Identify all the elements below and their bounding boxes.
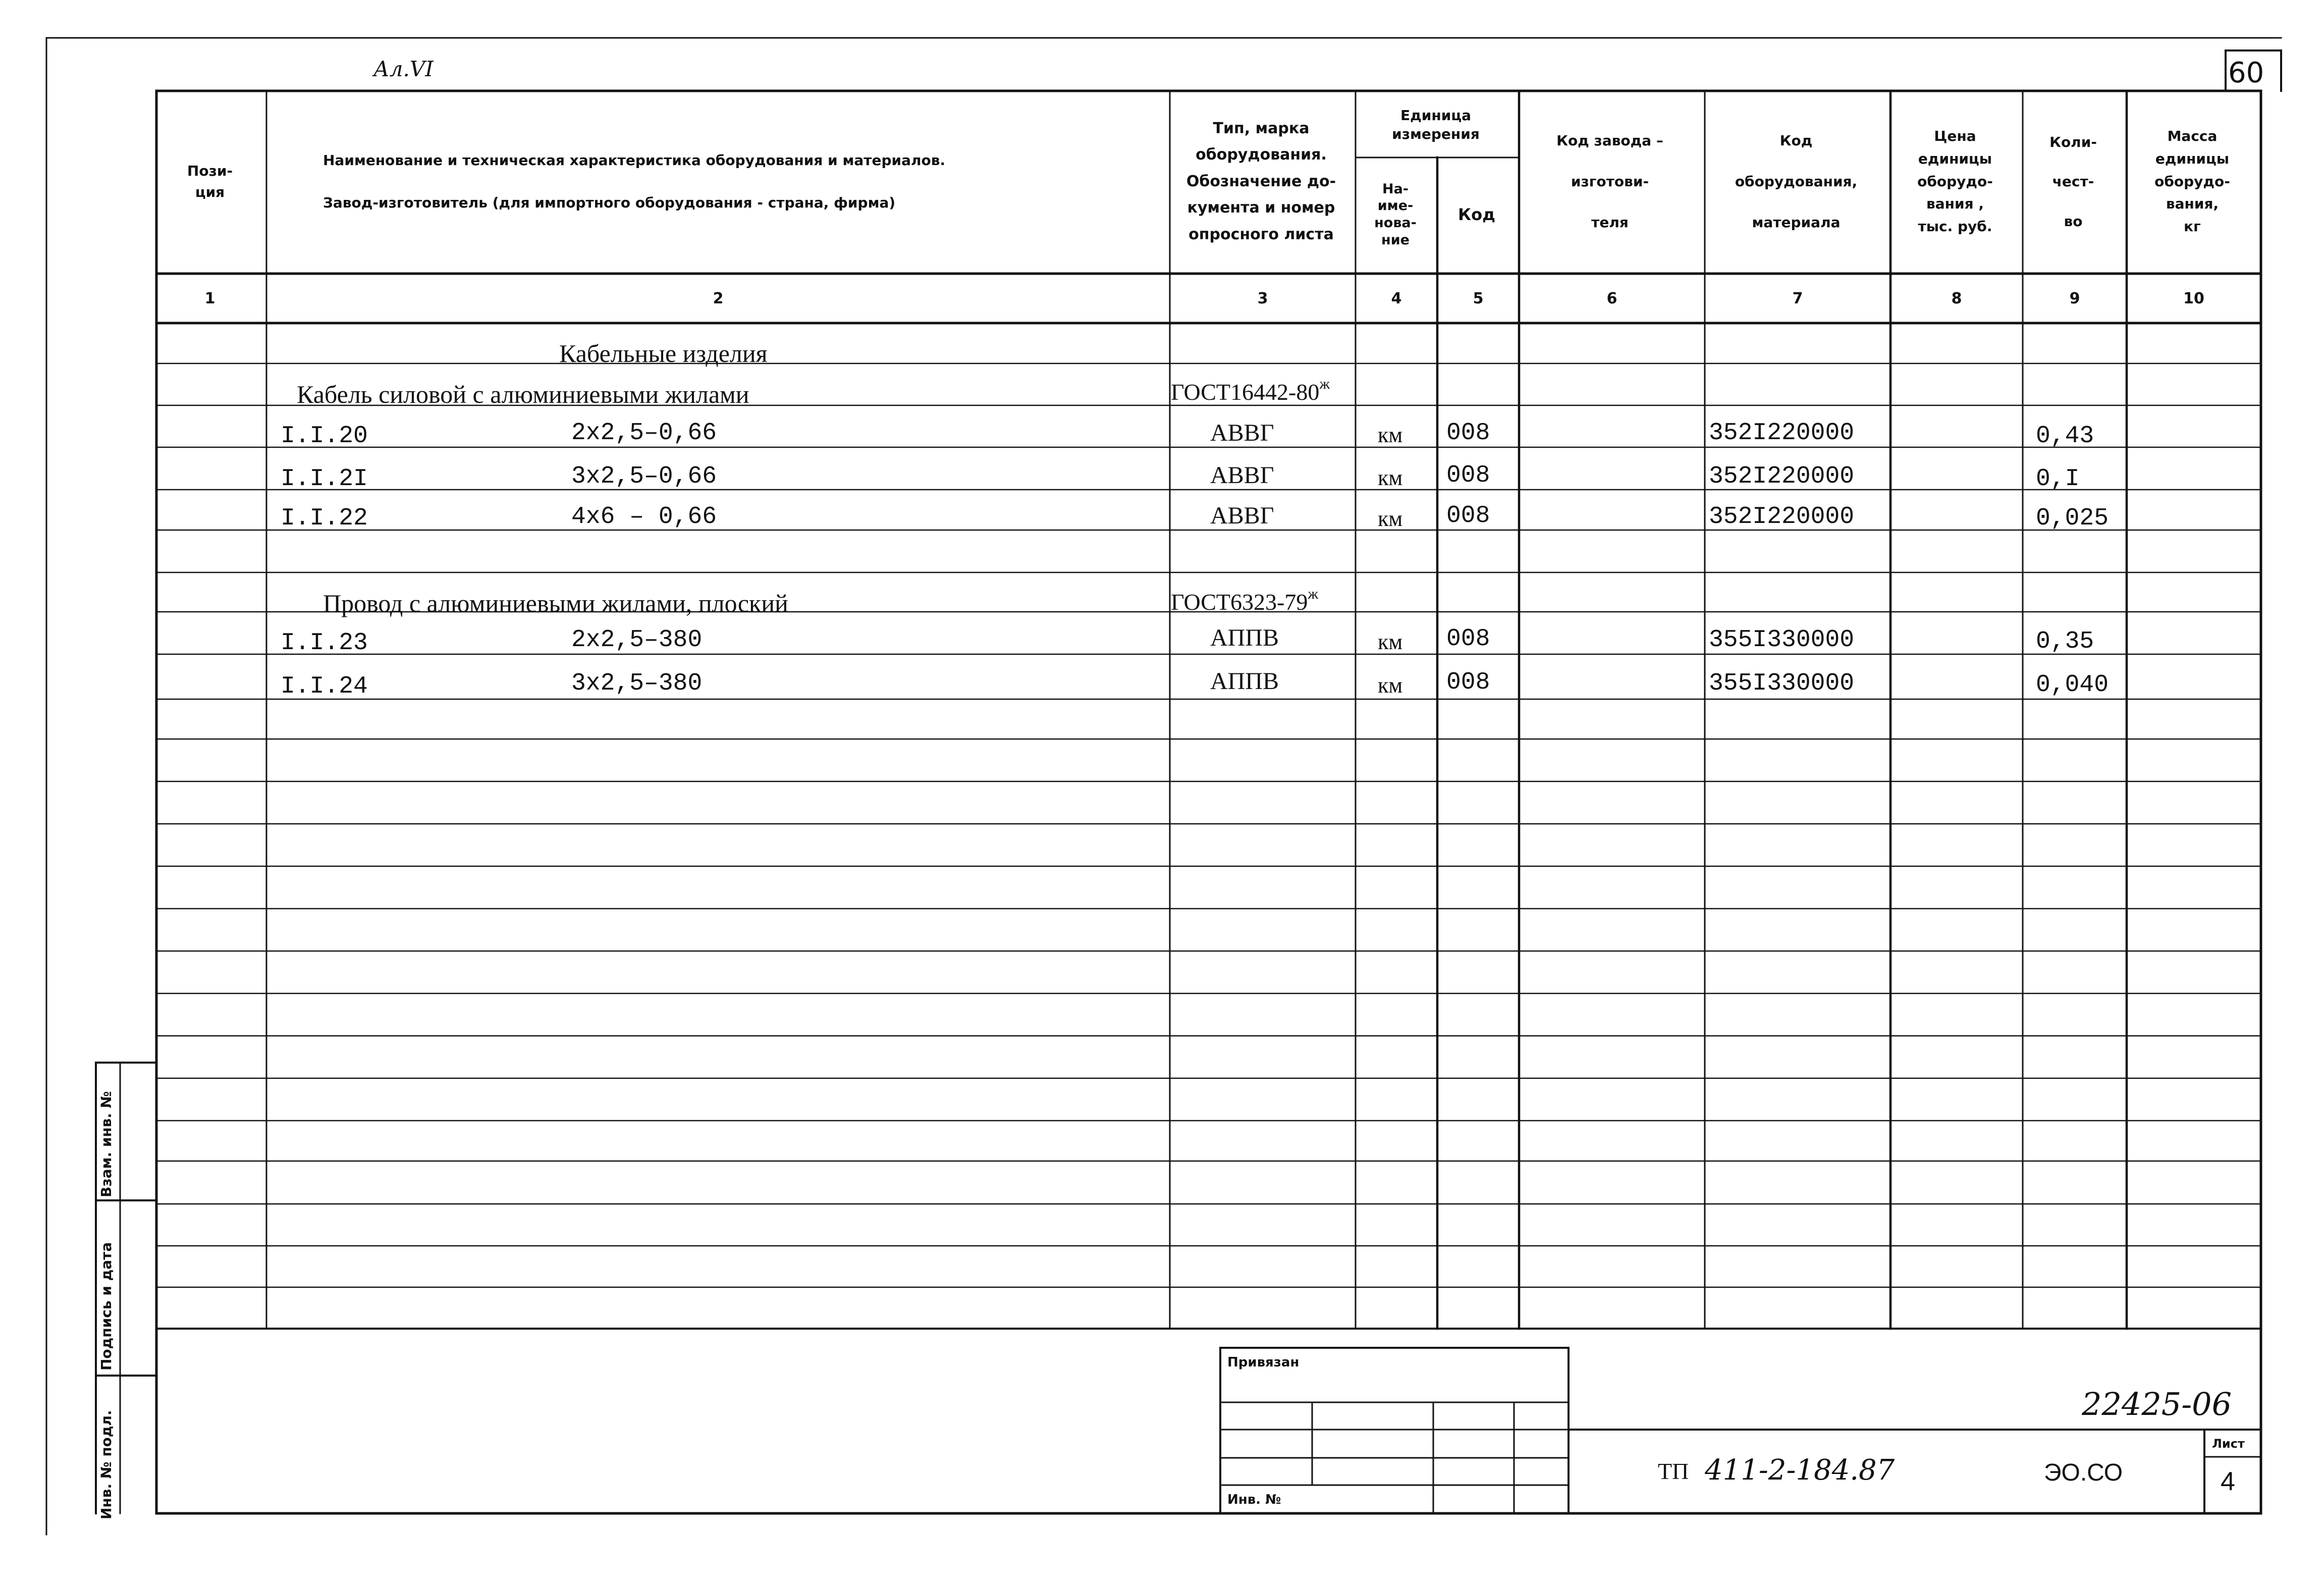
row-4-type: АППВ — [1210, 624, 1279, 651]
binding-block — [1220, 1348, 1569, 1513]
row-3-unit-code: 008 — [1446, 502, 1490, 530]
row-4-unit-code: 008 — [1446, 625, 1490, 653]
colnum-5: 5 — [1473, 289, 1484, 307]
row-2-code: 352I220000 — [1709, 463, 1855, 490]
row-2-qty: 0,I — [2036, 465, 2080, 493]
album-code: 22425-06 — [2082, 1386, 2232, 1423]
row-5-unit-code: 008 — [1446, 669, 1490, 696]
doc-flat-wire-text: ГОСТ6323-79 — [1171, 589, 1308, 615]
row-4-spec: 2х2,5–380 — [571, 626, 702, 654]
header-col-2: Наименование и техническая характеристика оборудования и материалов. Завод-изготовитель (для импортного оборудования - страна, фирма) — [323, 152, 946, 211]
row-3-qty: 0,025 — [2036, 505, 2109, 532]
side-stamp-vzam-inv: Взам. инв. № — [98, 1091, 115, 1197]
project-number: 411-2-184.87 — [1705, 1454, 1895, 1487]
colnum-2: 2 — [713, 289, 724, 307]
sheet-number: 4 — [2221, 1467, 2235, 1496]
row-5-type: АППВ — [1210, 668, 1279, 695]
colnum-6: 6 — [1606, 289, 1617, 307]
row-1-pos: I.I.20 — [281, 423, 368, 450]
row-5-unit: км — [1378, 673, 1403, 698]
row-1-unit-code: 008 — [1446, 419, 1490, 447]
header-col-6: Код завода – изготови- теля — [1556, 132, 1663, 231]
section-title-flat-wire: Провод с алюминиевыми жилами, плоский — [323, 589, 788, 617]
section-title-power-cable: Кабель силовой с алюминиевыми жилами — [297, 380, 749, 408]
row-1-unit: км — [1378, 423, 1403, 447]
doc-code: ЭО.СО — [2044, 1459, 2123, 1486]
colnum-4: 4 — [1391, 289, 1402, 307]
row-2-spec: 3х2,5–0,66 — [571, 463, 717, 490]
row-3-pos: I.I.22 — [281, 505, 368, 532]
colnum-9: 9 — [2069, 289, 2080, 307]
row-4-code: 355I330000 — [1709, 626, 1855, 654]
project-prefix: ТП — [1658, 1458, 1689, 1484]
header-col-10: Масса единицы оборудо- вания, кг — [2154, 128, 2230, 235]
row-1-code: 352I220000 — [1709, 419, 1855, 447]
row-1-qty: 0,43 — [2036, 423, 2094, 450]
binding-inv-no: Инв. № — [1227, 1492, 1281, 1507]
row-5-code: 355I330000 — [1709, 670, 1855, 697]
sheet-label-box: Лист — [2212, 1437, 2245, 1451]
colnum-10: 10 — [2183, 289, 2204, 307]
row-2-unit-code: 008 — [1446, 462, 1490, 489]
row-2-type: АВВГ — [1210, 462, 1274, 489]
row-2-pos: I.I.2I — [281, 465, 368, 493]
page-number: 60 — [2228, 57, 2264, 89]
side-stamp-podpis-data: Подпись и дата — [98, 1242, 115, 1371]
row-3-type: АВВГ — [1210, 502, 1274, 529]
row-5-qty: 0,040 — [2036, 671, 2109, 699]
sheet-label: Ал.VI — [373, 57, 434, 81]
row-3-spec: 4х6 – 0,66 — [571, 503, 717, 531]
section-doc-power-cable — [1171, 376, 1330, 405]
header-col-7: Код оборудования, материала — [1735, 132, 1858, 231]
header-col-5: Код — [1458, 205, 1495, 224]
row-4-pos: I.I.23 — [281, 629, 368, 657]
colnum-1: 1 — [204, 289, 215, 307]
row-4-qty: 0,35 — [2036, 628, 2094, 655]
header-col-4: На- име- нова- ние — [1374, 181, 1417, 248]
row-5-pos: I.I.24 — [281, 673, 368, 700]
binding-privyazan: Привязан — [1227, 1355, 1300, 1370]
colnum-7: 7 — [1792, 289, 1803, 307]
doc-flat-wire-mark: ж — [1308, 586, 1319, 602]
colnum-3: 3 — [1257, 289, 1268, 307]
row-3-unit: км — [1378, 506, 1403, 531]
row-1-type: АВВГ — [1210, 419, 1274, 446]
header-col-9: Коли- чест- во — [2049, 134, 2097, 230]
colnum-8: 8 — [1951, 289, 1962, 307]
doc-power-cable-mark: ж — [1319, 376, 1330, 392]
header-unit-group: Единица измерения — [1392, 107, 1480, 142]
row-1-spec: 2х2,5–0,66 — [571, 419, 717, 447]
row-5-spec: 3х2,5–380 — [571, 670, 702, 697]
doc-power-cable-text: ГОСТ16442-80 — [1171, 379, 1320, 405]
row-4-unit: км — [1378, 629, 1403, 654]
section-title-cable-products: Кабельные изделия — [559, 339, 768, 367]
header-col-8: Цена единицы оборудо- вания , тыс. руб. — [1917, 128, 1993, 235]
section-doc-flat-wire — [1171, 586, 1319, 615]
row-3-code: 352I220000 — [1709, 503, 1855, 531]
header-col-1: Пози- ция — [187, 163, 233, 200]
side-stamp-inv-no-podl: Инв. № подл. — [98, 1410, 115, 1519]
row-2-unit: км — [1378, 465, 1403, 490]
header-col-3: Тип, марка оборудования. Обозначение до- кумента и номер опросного листа — [1186, 119, 1336, 243]
